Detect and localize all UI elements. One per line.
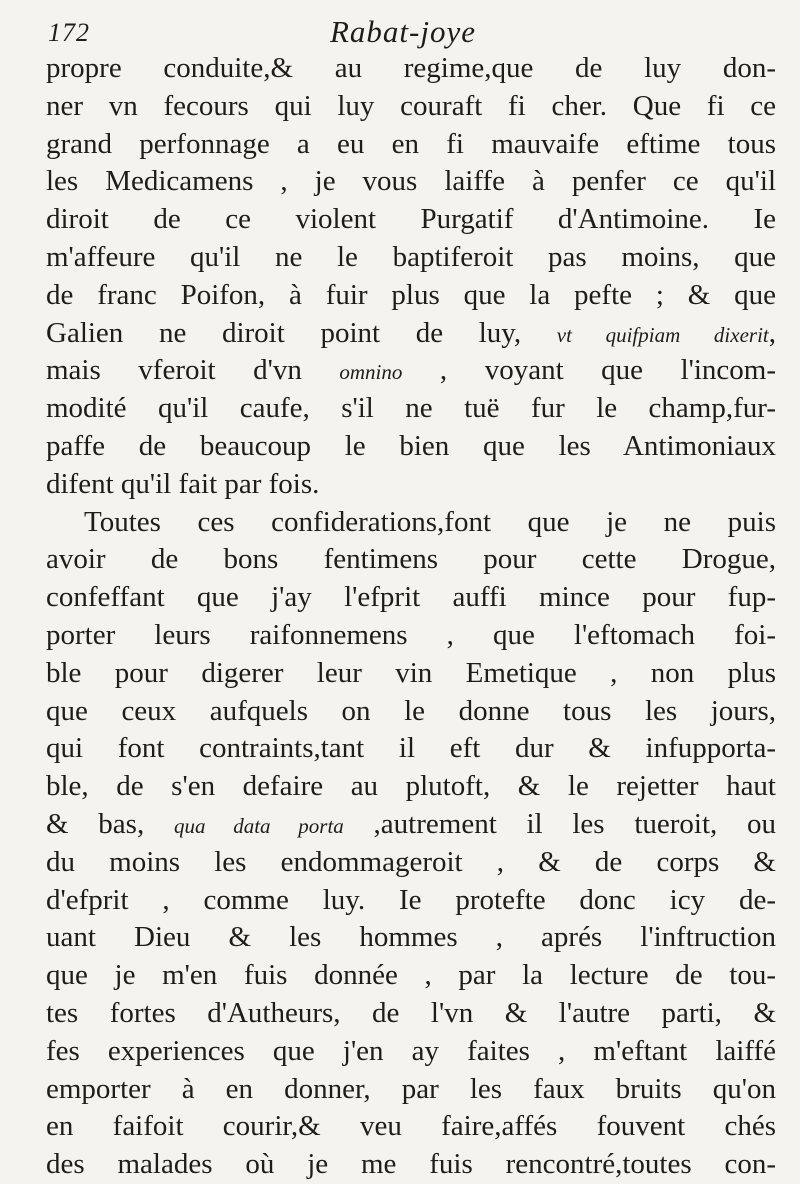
text-line-22: du moins les endommageroit , & de corps & [46, 845, 776, 878]
text-line-28: emporter à en donner, par les faux bruits qu'on [46, 1072, 776, 1105]
text-line-14: avoir de bons fentimens pour cette Drogue, [46, 543, 776, 576]
text-line-29: en faifoit courir,& veu faire,affés fouvent chés [46, 1110, 776, 1143]
text-line-9-start: mais vferoit d'vn [46, 354, 340, 387]
text-line-21-start: & bas, [46, 807, 174, 840]
text-line-2: ner vn fecours qui luy couraft fi cher. Que fi ce [46, 89, 776, 122]
text-line-26: tes fortes d'Autheurs, de l'vn & l'autre parti, & [46, 996, 776, 1029]
text-line-15: confeffant que j'ay l'efprit auffi mince pour fup- [46, 581, 776, 614]
text-line-9-end: , voyant que l'incom- [402, 354, 776, 387]
text-line-8 [46, 315, 776, 353]
text-line-7: de franc Poifon, à fuir plus que la pefte ; & que [46, 278, 776, 311]
text-line-8-start: Galien ne diroit point de luy, [46, 316, 557, 349]
text-line-11: paffe de beaucoup le bien que les Antimoniaux [46, 429, 776, 462]
text-line-3: grand perfonnage a eu en fi mauvaife eftime tous [46, 127, 776, 160]
text-line-13: Toutes ces confiderations,font que je ne puis [84, 505, 776, 538]
text-line-20: ble, de s'en defaire au plutoft, & le rejetter haut [46, 770, 776, 803]
running-head: Rabat-joye [330, 14, 477, 49]
text-line-16: porter leurs raifonnemens , que l'eftomach foi- [46, 618, 776, 651]
text-line-5: diroit de ce violent Purgatif d'Antimoine. Ie [46, 203, 776, 236]
text-line-19: qui font contraints,tant il eft dur & infupporta- [46, 732, 776, 765]
page-number: 172 [48, 18, 90, 47]
text-line-17: ble pour digerer leur vin Emetique , non plus [46, 656, 776, 689]
text-line-9 [46, 352, 776, 390]
text-line-1: propre conduite,& au regime,que de luy don- [46, 52, 776, 84]
latin-quote-2: qua data porta [173, 813, 344, 838]
latin-quote-1: vt quifpiam dixerit [556, 322, 769, 347]
text-line-6: m'affeure qu'il ne le baptiferoit pas moins, que [46, 240, 776, 273]
text-line-21-end: ,autrement il les tueroit, ou [343, 807, 777, 840]
text-line-18: que ceux aufquels on le donne tous les jours, [46, 694, 776, 727]
text-line-12: difent qu'il fait par fois. [46, 467, 320, 500]
text-line-8-end: , [768, 316, 776, 349]
text-line-27: fes experiences que j'en ay faites , m'eftant laiffé [46, 1034, 776, 1067]
text-line-21 [46, 806, 776, 844]
text-line-30: des malades où je me fuis rencontré,toutes con- [46, 1148, 776, 1181]
body-text [46, 50, 776, 1184]
text-line-4: les Medicamens , je vous laiffe à penfer ce qu'il [46, 165, 776, 198]
text-line-10: modité qu'il caufe, s'il ne tuë fur le champ,fur- [46, 392, 776, 425]
text-line-25: que je m'en fuis donnée , par la lecture de tou- [46, 959, 776, 992]
text-line-24: uant Dieu & les hommes , aprés l'inftruction [46, 921, 776, 954]
text-line-23: d'efprit , comme luy. Ie protefte donc icy de- [46, 883, 776, 916]
latin-word-omnino: omnino [339, 360, 403, 385]
